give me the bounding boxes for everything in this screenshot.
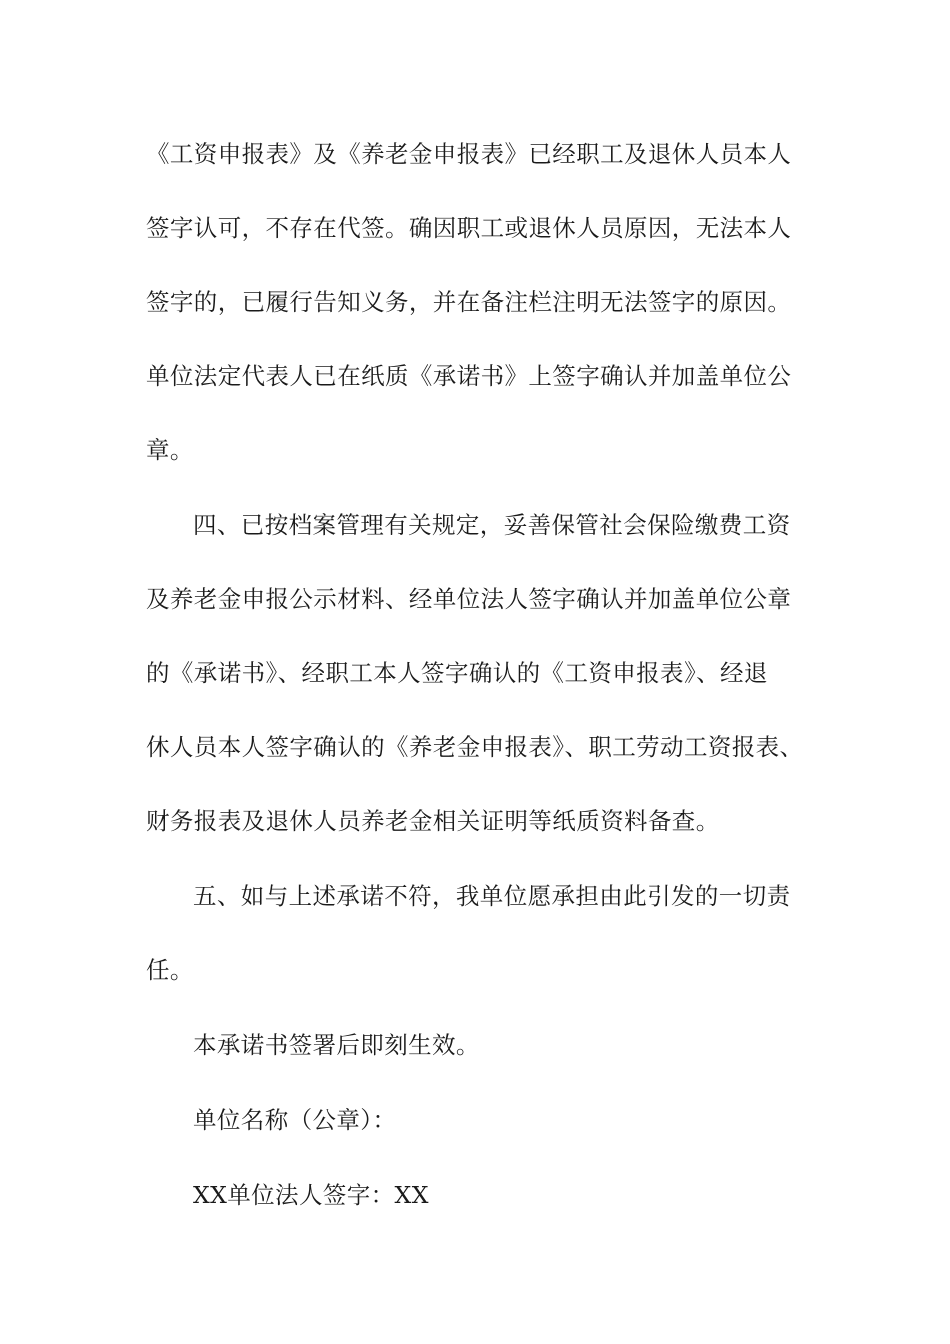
section-four-line: 四、已按档案管理有关规定，妥善保管社会保险缴费工资 (193, 511, 791, 539)
paragraph-line: 休人员本人签字确认的《养老金申报表》、职工劳动工资报表、 (146, 733, 804, 761)
unit-name-label: 单位名称（公章）： (193, 1106, 397, 1134)
legal-signature-label: XX单位法人签字：XX (193, 1181, 429, 1209)
section-five-line: 五、如与上述承诺不符，我单位愿承担由此引发的一切责 (193, 882, 791, 910)
paragraph-line: 的《承诺书》、经职工本人签字确认的《工资申报表》、经退 (146, 659, 768, 687)
paragraph-line: 及养老金申报公示材料、经单位法人签字确认并加盖单位公章 (146, 585, 792, 613)
paragraph-line: 章。 (146, 436, 194, 464)
paragraph-line: 签字认可，不存在代签。确因职工或退休人员原因，无法本人 (146, 214, 792, 242)
paragraph-line: 任。 (146, 956, 194, 984)
paragraph-line: 签字的，已履行告知义务，并在备注栏注明无法签字的原因。 (146, 288, 792, 316)
paragraph-line: 《工资申报表》及《养老金申报表》已经职工及退休人员本人 (146, 140, 792, 168)
paragraph-line: 单位法定代表人已在纸质《承诺书》上签字确认并加盖单位公 (146, 362, 792, 390)
paragraph-line: 财务报表及退休人员养老金相关证明等纸质资料备查。 (146, 807, 720, 835)
effective-statement: 本承诺书签署后即刻生效。 (193, 1031, 480, 1059)
